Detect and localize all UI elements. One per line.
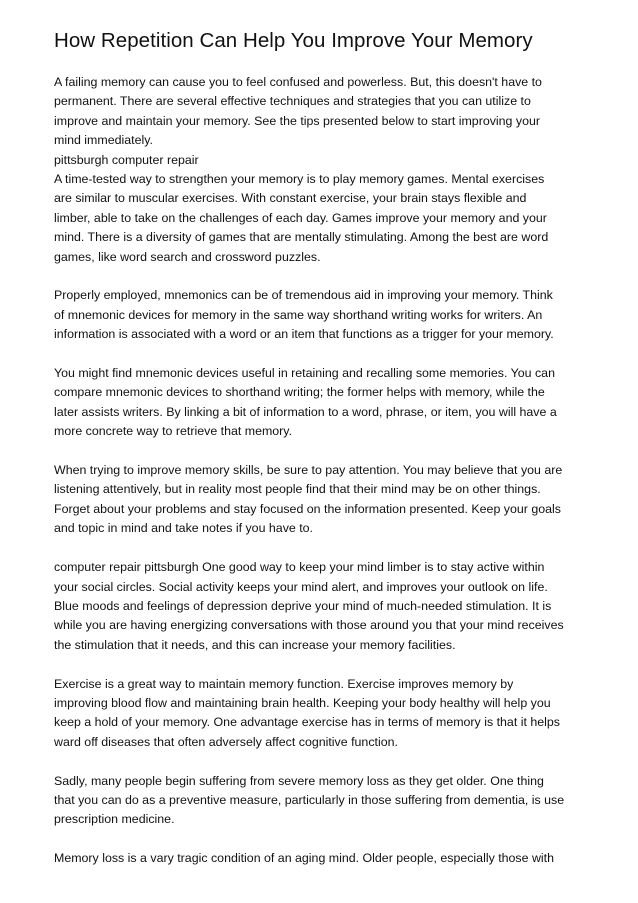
paragraph bbox=[54, 170, 598, 267]
paragraph-line: more concrete way to retrieve that memory. bbox=[54, 424, 293, 439]
paragraph-line: improve and maintain your memory. See the tips presented below to start improving your bbox=[54, 113, 540, 128]
paragraph-line: of mnemonic devices for memory in the same way shorthand writing works for writers. An bbox=[54, 307, 543, 322]
paragraph-line: mind immediately. bbox=[54, 133, 153, 148]
paragraph bbox=[54, 558, 598, 655]
paragraph-line: Sadly, many people begin suffering from severe memory loss as they get older. One thing bbox=[54, 773, 544, 788]
paragraph bbox=[54, 461, 598, 539]
paragraph bbox=[54, 849, 598, 868]
paragraph-line: pittsburgh computer repair bbox=[54, 152, 199, 167]
paragraph bbox=[54, 364, 598, 442]
paragraph-line: and topic in mind and take notes if you have to. bbox=[54, 521, 313, 536]
paragraph-line: Properly employed, mnemonics can be of tremendous aid in improving your memory. Think bbox=[54, 288, 553, 303]
paragraph bbox=[54, 73, 598, 151]
paragraph-line: listening attentively, but in reality most people find that their mind may be on other things. bbox=[54, 482, 541, 497]
paragraph-line: limber, able to take on the challenges of each day. Games improve your memory and your bbox=[54, 210, 547, 225]
paragraph-line: while you are having energizing conversations with those around you that your mind receives bbox=[54, 618, 564, 633]
paragraph-line: games, like word search and crossword puzzles. bbox=[54, 249, 321, 264]
paragraph-line: prescription medicine. bbox=[54, 812, 175, 827]
paragraph bbox=[54, 286, 598, 344]
paragraph-line: Memory loss is a vary tragic condition of an aging mind. Older people, especially those with bbox=[54, 851, 554, 866]
page-title: How Repetition Can Help You Improve Your Memory bbox=[54, 29, 533, 52]
paragraph-line: Blue moods and feelings of depression deprive your mind of much-needed stimulation. It is bbox=[54, 598, 552, 613]
paragraph-line: ward off diseases that often adversely affect cognitive function. bbox=[54, 734, 398, 749]
paragraph bbox=[54, 675, 598, 753]
paragraph-line: Forget about your problems and stay focused on the information presented. Keep your goals bbox=[54, 501, 561, 516]
paragraph-line: A failing memory can cause you to feel confused and powerless. But, this doesn't have to bbox=[54, 75, 542, 89]
paragraph-line: later assists writers. By linking a bit of information to a word, phrase, or item, you will have a bbox=[54, 404, 557, 419]
paragraph-line: computer repair pittsburgh One good way to keep your mind limber is to stay active within bbox=[54, 560, 545, 575]
paragraph-line: A time-tested way to strengthen your memory is to play memory games. Mental exercises bbox=[54, 172, 545, 187]
paragraph-line: Exercise is a great way to maintain memory function. Exercise improves memory by bbox=[54, 676, 514, 691]
paragraph-line: improving blood flow and maintaining brain health. Keeping your body healthy will help you bbox=[54, 695, 551, 710]
paragraph-line: When trying to improve memory skills, be sure to pay attention. You may believe that you are bbox=[54, 463, 563, 478]
paragraph bbox=[54, 151, 598, 170]
paragraph-line: keep a hold of your memory. One advantage exercise has in terms of memory is that it helps bbox=[54, 715, 560, 730]
paragraph-line: You might find mnemonic devices useful in retaining and recalling some memories. You can bbox=[54, 366, 555, 381]
paragraph-line: mind. There is a diversity of games that are mentally stimulating. Among the best are word bbox=[54, 230, 549, 245]
document-body bbox=[54, 73, 598, 869]
paragraph bbox=[54, 772, 598, 830]
paragraph-line: that you can do as a preventive measure, particularly in those suffering from dementia, is use bbox=[54, 792, 565, 807]
paragraph-line: compare mnemonic devices to shorthand writing; the former helps with memory, while the bbox=[54, 385, 545, 400]
paragraph-line: are similar to muscular exercises. With constant exercise, your brain stays flexible and bbox=[54, 191, 527, 206]
paragraph-line: information is associated with a word or an item that functions as a trigger for your memory. bbox=[54, 327, 554, 342]
paragraph-line: your social circles. Social activity keeps your mind alert, and improves your outlook on life. bbox=[54, 579, 548, 594]
paragraph-line: the stimulation that it needs, and this can increase your memory facilities. bbox=[54, 637, 456, 652]
paragraph-line: permanent. There are several effective techniques and strategies that you can utilize to bbox=[54, 94, 531, 109]
